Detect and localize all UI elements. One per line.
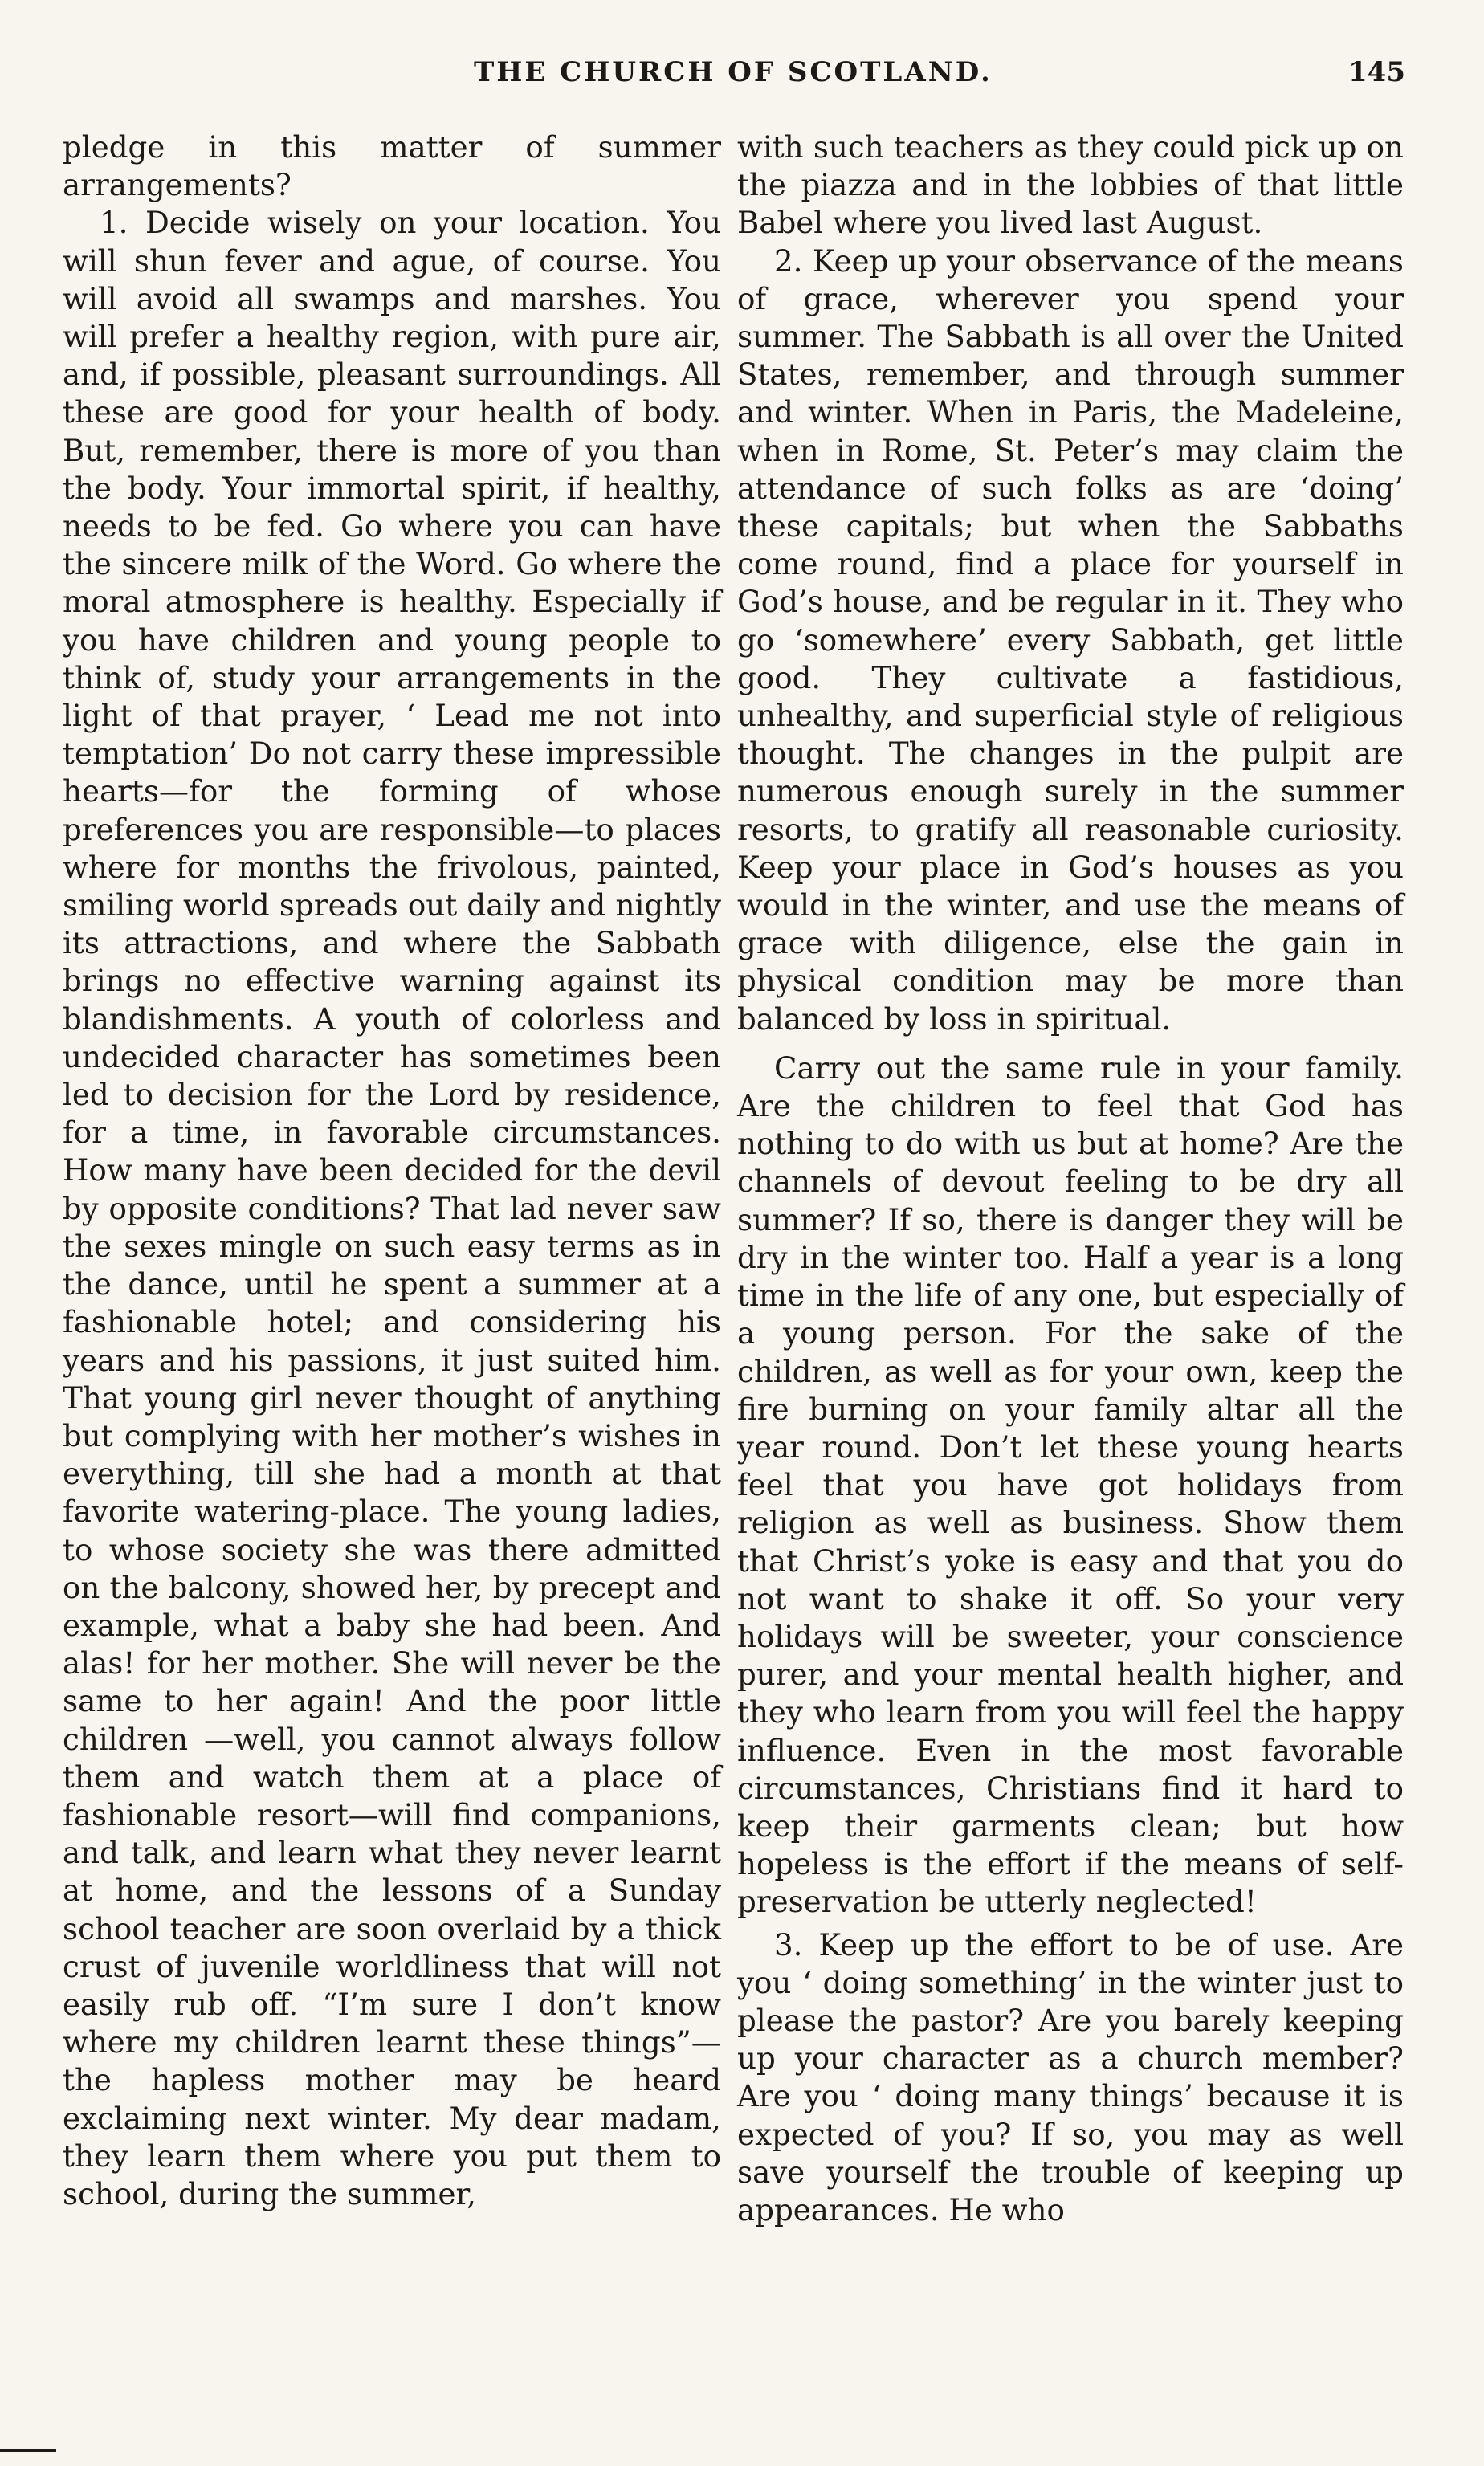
paragraph: pledge in this matter of summer arrangements? <box>63 129 721 203</box>
right-column <box>737 128 1404 2229</box>
page-edge-mark <box>0 2449 56 2452</box>
paragraph: 1. Decide wisely on your location. You will shun fever and ague, of course. You will avoid all swamps and marshes. You will prefer a healthy region, with pure air, and, if possible, pleasant surroundings. All these are good for your health of body. But, remember, there is more of you than the body. Your immortal spirit, if healthy, needs to be fed. Go where you can have the sincere milk of the Word. Go where the moral atmosphere is healthy. Especially if you have children and young people to think of, study your arrangements in the light of that prayer, ‘ Lead me not into temptation’ Do not carry these impressible hearts—for the forming of whose preferences you are responsible—to places where for months the frivolous, painted, smiling world spreads out daily and nightly its attractions, and where the Sabbath brings no effective warning against its blandishments. A youth of colorless and undecided character has sometimes been led to decision for the Lord by residence, for a time, in favorable circumstances. How many have been decided for the devil by opposite conditions? That lad never saw the sexes mingle on such easy terms as in the dance, until he spent a summer at a fashionable hotel; and considering his years and his passions, it just suited him. That young girl never thought of anything but complying with her mother’s wishes in everything, till she had a month at that favorite watering-place. The young ladies, to whose society she was there admitted on the balcony, showed her, by precept and example, what a baby she had been. And alas! for her mother. She will never be the same to her again! And the poor little children —well, you cannot always follow them and watch them at a place of fashionable resort—will find companions, and talk, and learn what they never learnt at home, and the lessons of a Sunday school teacher are soon overlaid by a thick crust of juvenile worldliness that will not easily rub off. “I’m sure I don’t know where my children learnt these things”—the hapless mother may be heard exclaiming next winter. My dear madam, they learn them where you put them to school, during the summer, <box>63 205 721 2211</box>
paragraph: Carry out the same rule in your family. Are the children to feel that God has nothing to do with us but at home? Are the channels of devout feeling to be dry all summer? If so, there is danger they will be dry in the winter too. Half a year is a long time in the life of any one, but especially of a young person. For the sake of the children, as well as for your own, keep the fire burning on your family altar all the year round. Don’t let these young hearts feel that you have got holidays from religion as well as business. Show them that Christ’s yoke is easy and that you do not want to shake it off. So your very holidays will be sweeter, your conscience purer, and your mental health higher, and they who learn from you will feel the happy influence. Even in the most favorable circumstances, Christians find it hard to keep their garments clean; but how hopeless is the effort if the means of self-preservation be utterly neglected! <box>737 1050 1404 1920</box>
running-header <box>450 56 1405 104</box>
running-title: THE CHURCH OF SCOTLAND. <box>474 56 993 88</box>
paragraph: 3. Keep up the effort to be of use. Are you ‘ doing something’ in the winter just to please the pastor? Are you barely keeping up your character as a church member? Are you ‘ doing many things’ because it is expected of you? If so, you may as well save yourself the trouble of keeping up appearances. He who <box>737 1926 1404 2228</box>
paragraph: 2. Keep up your observance of the means of grace, wherever you spend your summer. The Sabbath is all over the United States, remember, and through summer and winter. When in Paris, the Madeleine, when in Rome, St. Peter’s may claim the attendance of such folks as are ‘doing’ these capitals; but when the Sabbaths come round, find a place for yourself in God’s house, and be regular in it. They who go ‘somewhere’ every Sabbath, get little good. They cultivate a fastidious, unhealthy, and superficial style of religious thought. The changes in the pulpit are numerous enough surely in the summer resorts, to gratify all reasonable curiosity. Keep your place in God’s houses as you would in the winter, and use the means of grace with diligence, else the gain in physical condition may be more than balanced by loss in spiritual. <box>737 243 1404 1037</box>
page-number: 145 <box>1348 56 1405 88</box>
paragraph: with such teachers as they could pick up on the piazza and in the lobbies of that little Babel where you lived last August. <box>737 129 1404 241</box>
left-column <box>63 128 721 2213</box>
